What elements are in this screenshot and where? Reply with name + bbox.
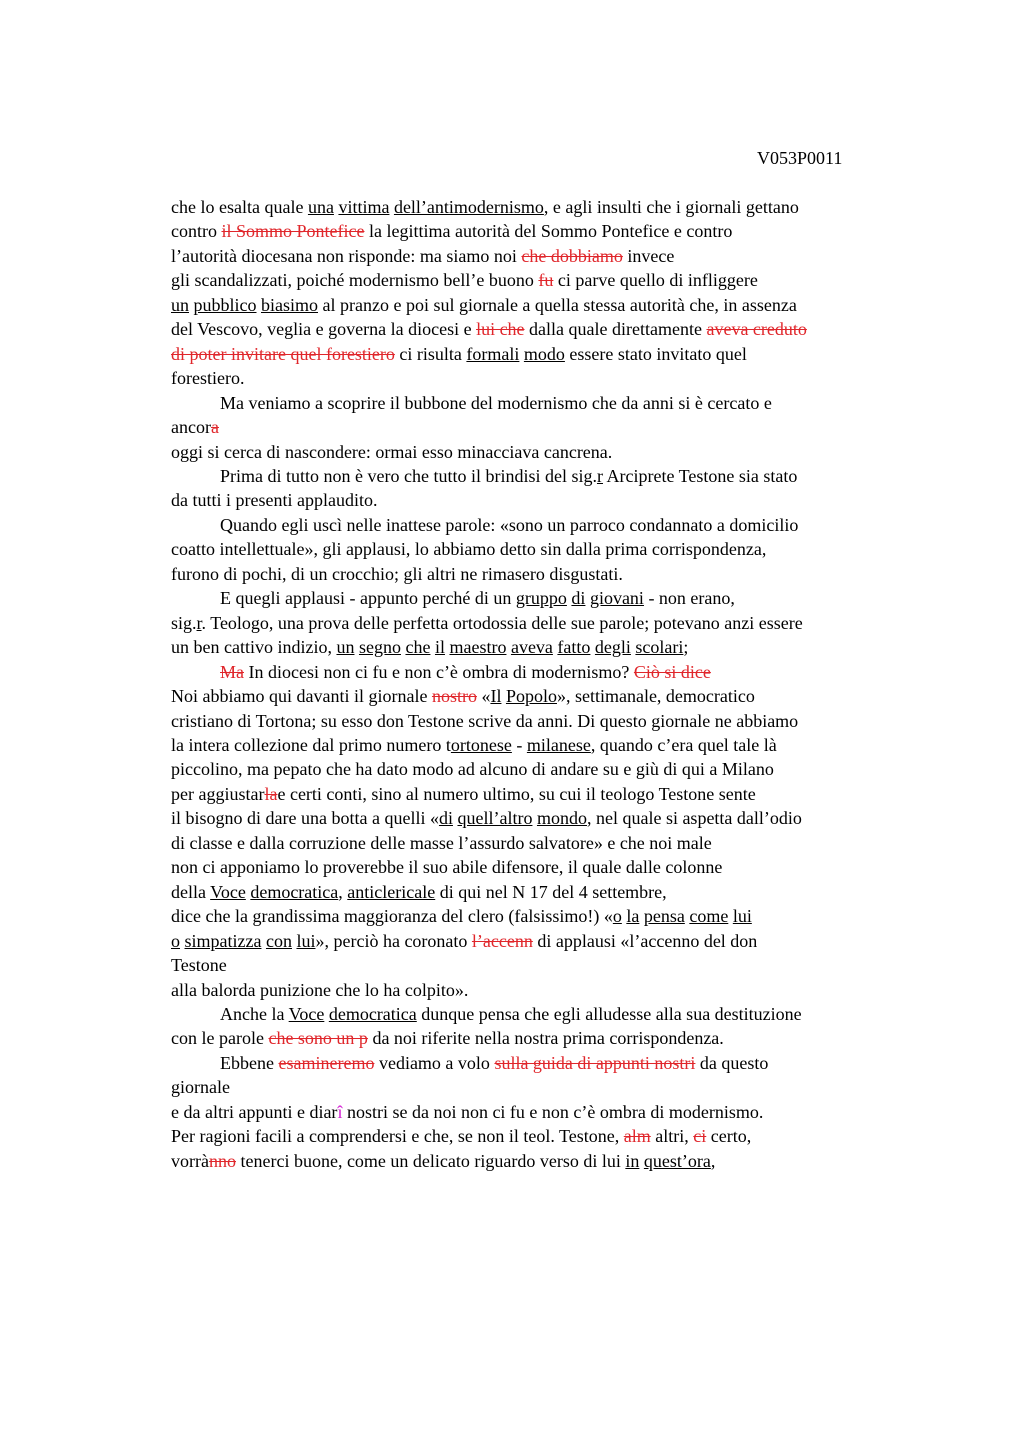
deleted-text: ci xyxy=(693,1126,707,1147)
underlined-text: un xyxy=(336,637,355,658)
text-segment: Quando egli uscì nelle inattese parole: «sono un parroco condannato a domicilio xyxy=(220,514,799,535)
underlined-text: di xyxy=(571,588,586,609)
text-segment: del Vescovo, veglia e governa la diocesi e xyxy=(171,319,477,340)
text-segment: per aggiustar xyxy=(171,783,265,804)
text-segment: al pranzo e poi sul giornale a quella stessa autorità che, in assenza xyxy=(318,294,797,315)
underlined-text: formali xyxy=(466,343,520,364)
text-segment: dalla quale direttamente xyxy=(524,319,707,340)
deleted-text: alm xyxy=(623,1126,651,1147)
underlined-text: r xyxy=(196,612,202,633)
text-segment: oggi si cerca di nascondere: ormai esso minacciava cancrena. xyxy=(171,441,613,462)
underlined-text: in xyxy=(625,1150,640,1171)
text-segment: dunque pensa che egli alludesse alla sua destituzione xyxy=(416,1003,802,1024)
text-segment: l’autorità diocesana non risponde: ma siamo noi xyxy=(171,245,522,266)
underlined-text: Voce xyxy=(288,1003,325,1024)
text-segment: Testone xyxy=(171,955,227,976)
text-segment: alla balorda punizione che lo ha colpito». xyxy=(171,979,469,1000)
underlined-text: quell’altro xyxy=(457,808,533,829)
underlined-text: dell’antimodernismo xyxy=(393,197,544,217)
text-line xyxy=(171,219,931,243)
text-line xyxy=(171,1075,931,1099)
text-segment: la intera collezione dal primo numero t xyxy=(171,734,451,755)
deleted-text: che sono un p xyxy=(268,1028,368,1049)
underlined-text: un xyxy=(171,294,189,315)
text-segment: forestiero. xyxy=(171,368,245,389)
text-segment: un ben cattivo indizio, xyxy=(171,637,337,658)
underlined-text: simpatizza xyxy=(184,930,262,951)
text-segment: Noi abbiamo qui davanti il giornale xyxy=(171,686,432,707)
underlined-text: la xyxy=(626,906,640,927)
deleted-text: di poter invitare quel forestiero xyxy=(171,343,395,364)
deleted-text: fu xyxy=(538,270,554,291)
text-line xyxy=(171,391,931,415)
text-segment: , nel quale si aspetta dall’odio xyxy=(586,808,802,829)
text-segment: vediamo a volo xyxy=(374,1052,495,1073)
underlined-text: come xyxy=(689,906,729,927)
underlined-text: maestro xyxy=(449,637,507,658)
underlined-text: o xyxy=(612,906,622,927)
underlined-text: di xyxy=(438,808,453,829)
deleted-text: che dobbiamo xyxy=(521,245,623,266)
text-segment: Per ragioni facili a comprendersi e che, se non il teol. Testone, xyxy=(171,1126,624,1147)
underlined-text: lui xyxy=(296,930,316,951)
text-segment: gli scandalizzati, poiché modernismo bell’e buono xyxy=(171,270,539,291)
text-segment: invece xyxy=(622,245,675,266)
underlined-text: Popolo xyxy=(505,686,557,707)
deleted-text: esamineremo xyxy=(278,1052,375,1073)
text-line xyxy=(171,244,931,268)
document-body xyxy=(171,195,931,1173)
underlined-text: modo xyxy=(523,343,565,364)
text-segment: vorrà xyxy=(171,1150,209,1171)
text-line xyxy=(171,586,931,610)
text-segment: dice che la grandissima maggioranza del clero (falsissimo!) « xyxy=(171,906,613,927)
text-line xyxy=(171,195,931,219)
text-line xyxy=(171,415,931,439)
text-segment: ancor xyxy=(171,417,211,438)
text-segment: ; xyxy=(683,637,689,658)
text-line xyxy=(171,562,931,586)
text-segment: E quegli applausi - appunto perché di un xyxy=(220,588,516,609)
text-segment: e da altri appunti e diar xyxy=(171,1101,338,1122)
text-segment: altri, xyxy=(650,1126,694,1147)
text-segment: Arciprete Testone sia stato xyxy=(602,465,798,486)
underlined-text: mondo xyxy=(536,808,587,829)
underlined-text: Il xyxy=(490,686,502,707)
text-segment: certo, xyxy=(706,1126,752,1147)
text-segment: », settimanale, democratico xyxy=(556,686,755,707)
text-line xyxy=(171,757,931,781)
text-segment: - xyxy=(511,734,527,755)
underlined-text: democratica xyxy=(250,881,339,902)
underlined-text: che xyxy=(405,637,431,658)
deleted-text: Ciò si dice xyxy=(633,661,711,682)
page-identifier: V053P0011 xyxy=(757,148,843,168)
text-line xyxy=(171,611,931,635)
text-segment: In diocesi non ci fu e non c’è ombra di modernismo? xyxy=(244,661,634,682)
text-line xyxy=(171,1100,931,1124)
text-line xyxy=(171,342,931,366)
underlined-text: degli xyxy=(594,637,631,658)
text-segment: sig. xyxy=(171,612,197,633)
text-segment: « xyxy=(476,686,491,707)
text-segment: che lo esalta quale xyxy=(171,197,308,217)
text-segment: con le parole xyxy=(171,1028,269,1049)
deleted-text: l’accenn xyxy=(471,930,533,951)
text-segment: della xyxy=(171,881,211,902)
text-segment: Prima di tutto non è vero che tutto il brindisi del sig. xyxy=(220,465,597,486)
text-line xyxy=(171,317,931,341)
text-segment: furono di pochi, di un crocchio; gli altri ne rimasero disgustati. xyxy=(171,563,623,584)
text-segment: , e agli insulti che i giornali gettano xyxy=(543,197,799,217)
text-segment: non ci apponiamo lo proverebbe il suo abile difensore, il quale dalle colonne xyxy=(171,857,723,878)
text-line xyxy=(171,1124,931,1148)
text-segment: da questo xyxy=(695,1052,769,1073)
text-segment: », perciò ha coronato xyxy=(315,930,472,951)
underlined-text: milanese xyxy=(526,734,591,755)
text-line xyxy=(171,855,931,879)
underlined-text: Voce xyxy=(210,881,246,902)
text-line xyxy=(171,831,931,855)
text-line xyxy=(171,440,931,464)
text-segment: di classe e dalla corruzione delle masse l’assurdo salvatore» e che noi male xyxy=(171,832,712,853)
text-segment: la legittima autorità del Sommo Pontefice e contro xyxy=(364,221,733,242)
text-segment: ci risulta xyxy=(394,343,467,364)
inserted-mark: î xyxy=(337,1101,343,1122)
text-segment: . Teologo, una prova delle perfetta ortodossia delle sue parole; potevano anzi essere xyxy=(201,612,803,633)
text-segment: il bisogno di dare una botta a quelli « xyxy=(171,808,439,829)
deleted-text: sulla guida di appunti nostri xyxy=(494,1052,696,1073)
text-line xyxy=(171,268,931,292)
text-line xyxy=(171,660,931,684)
text-line xyxy=(171,929,931,953)
underlined-text: pensa xyxy=(643,906,685,927)
text-line xyxy=(171,1051,931,1075)
text-line xyxy=(171,537,931,561)
text-segment: ci parve quello di infliggere xyxy=(553,270,758,291)
text-line xyxy=(171,904,931,928)
deleted-text: nno xyxy=(208,1150,236,1171)
underlined-text: anticlericale xyxy=(347,881,436,902)
deleted-text: la xyxy=(264,783,278,804)
text-line xyxy=(171,978,931,1002)
deleted-text: a xyxy=(210,417,219,438)
underlined-text: gruppo xyxy=(515,588,567,609)
text-segment: e certi conti, sino al numero ultimo, su cui il teologo Testone sente xyxy=(277,783,756,804)
text-segment: tenerci buone, come un delicato riguardo verso di lui xyxy=(235,1150,626,1171)
underlined-text: lui xyxy=(732,906,752,927)
text-segment: da noi riferite nella nostra prima corrispondenza. xyxy=(367,1028,724,1049)
deleted-text: Ma xyxy=(220,661,244,682)
underlined-text: una xyxy=(307,197,334,217)
text-segment: , xyxy=(710,1150,716,1171)
text-line xyxy=(171,1149,931,1173)
underlined-text: democratica xyxy=(328,1003,417,1024)
underlined-text: vittima xyxy=(338,197,390,217)
text-line xyxy=(171,684,931,708)
text-segment: nostri se da noi non ci fu e non c’è ombra di modernismo. xyxy=(342,1101,764,1122)
text-line xyxy=(171,513,931,537)
text-line xyxy=(171,488,931,512)
underlined-text: biasimo xyxy=(261,294,318,315)
text-segment: Ebbene xyxy=(220,1052,279,1073)
underlined-text: giovani xyxy=(589,588,644,609)
underlined-text: o xyxy=(171,930,180,951)
text-segment: - non erano, xyxy=(643,588,735,609)
text-segment: , quando c’era quel tale là xyxy=(590,734,777,755)
text-line xyxy=(171,293,931,317)
underlined-text: scolari xyxy=(635,637,684,658)
text-segment: di qui nel N 17 del 4 settembre, xyxy=(435,881,667,902)
underlined-text: con xyxy=(265,930,292,951)
text-line xyxy=(171,782,931,806)
underlined-text: ortonese xyxy=(450,734,512,755)
text-segment: contro xyxy=(171,221,222,242)
underlined-text: il xyxy=(434,637,445,658)
text-line xyxy=(171,806,931,830)
underlined-text: r xyxy=(596,465,603,486)
text-segment: da tutti i presenti applaudito. xyxy=(171,490,378,511)
underlined-text: fatto xyxy=(557,637,591,658)
underlined-text: quest’ora xyxy=(643,1150,711,1171)
text-line xyxy=(171,1026,931,1050)
underlined-text: segno xyxy=(358,637,401,658)
deleted-text: nostro xyxy=(431,686,477,707)
text-segment: piccolino, ma pepato che ha dato modo ad alcuno di andare su e giù di qui a Milano xyxy=(171,759,774,780)
text-segment: di applausi «l’accenno del don xyxy=(532,930,758,951)
text-segment: , xyxy=(338,881,348,902)
text-line xyxy=(171,1002,931,1026)
underlined-text: aveva xyxy=(510,637,553,658)
text-segment: Ma veniamo a scoprire il bubbone del modernismo che da anni si è cercato e xyxy=(220,392,772,413)
text-line xyxy=(171,709,931,733)
text-segment: giornale xyxy=(171,1077,230,1098)
deleted-text: aveva creduto xyxy=(706,319,807,340)
deleted-text: il Sommo Pontefice xyxy=(221,221,365,242)
text-segment: essere stato invitato quel xyxy=(564,343,747,364)
text-line xyxy=(171,366,931,390)
text-segment: Anche la xyxy=(220,1003,289,1024)
text-segment: cristiano di Tortona; su esso don Testone scrive da anni. Di questo giornale ne abbiamo xyxy=(171,710,799,731)
text-line xyxy=(171,464,931,488)
text-segment: coatto intellettuale», gli applausi, lo abbiamo detto sin dalla prima corrispondenza, xyxy=(171,539,767,560)
text-line xyxy=(171,953,931,977)
text-line xyxy=(171,733,931,757)
deleted-text: lui che xyxy=(476,319,525,340)
text-line xyxy=(171,880,931,904)
text-line xyxy=(171,635,931,659)
underlined-text: pubblico xyxy=(193,294,257,315)
